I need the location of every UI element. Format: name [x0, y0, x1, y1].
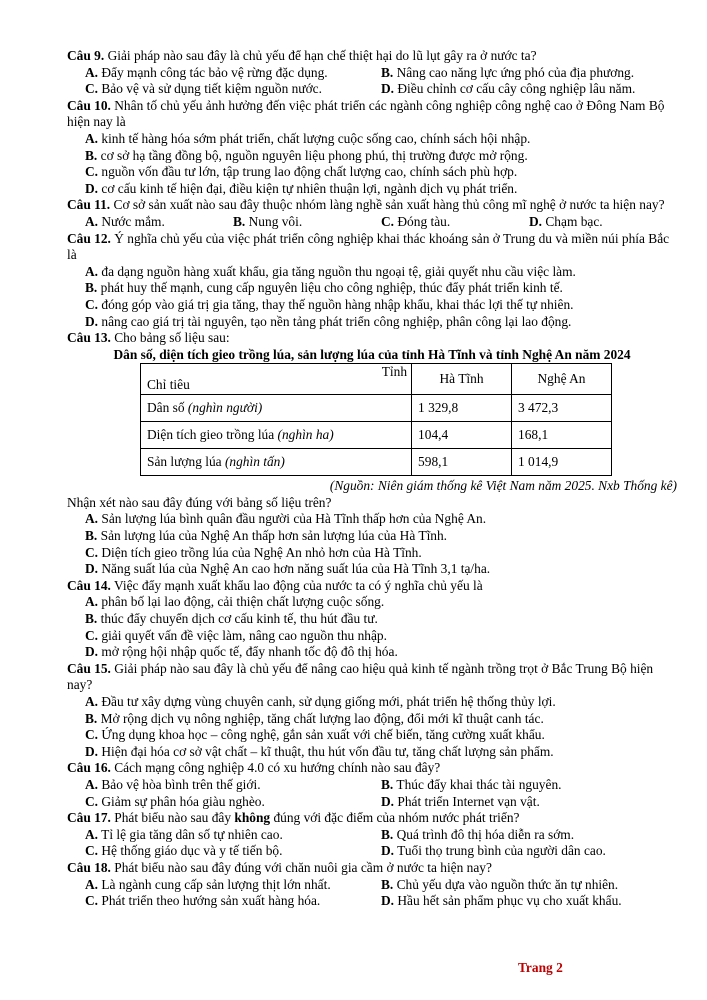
option-d[interactable]: D. Phát triển Internet vạn vật. — [381, 793, 540, 809]
question-stem: Giải pháp nào sau đây là chủ yếu để nâng cao hiệu quả kinh tế ngành trồng trọt ở Bắc Trung Bộ hiện nay? — [67, 660, 654, 693]
option-a[interactable]: A. đa dạng nguồn hàng xuất khẩu, gia tăng nguồn thu ngoại tệ, giải quyết nhu cầu việc làm. — [85, 263, 576, 279]
option-a[interactable]: A. Tỉ lệ gia tăng dân số tự nhiên cao. — [85, 826, 283, 842]
question-stem: Ý nghĩa chủ yếu của việc phát triển công nghiệp khai thác khoáng sản ở Trung du và miền núi phía Bắc là — [67, 230, 670, 263]
option-a[interactable]: A. kinh tế hàng hóa sớm phát triển, chất lượng cuộc sống cao, chính sách hội nhập. — [85, 130, 531, 146]
option-a[interactable]: A. Đầu tư xây dựng vùng chuyên canh, sử dụng giống mới, phát triển hệ thống thủy lợi. — [85, 694, 556, 709]
table-cell: 104,4 — [412, 422, 512, 449]
question-label: Câu 17. — [67, 810, 111, 826]
corner-bottom-label: Chỉ tiêu — [147, 376, 190, 392]
question-stem: Giải pháp nào sau đây là chủ yếu để hạn chế thiệt hại do lũ lụt gây ra ở nước ta? — [104, 48, 537, 63]
option-d[interactable]: D. Tuổi thọ trung bình của người dân cao. — [381, 843, 606, 859]
row-label: Diện tích gieo trồng lúa (nghìn ha) — [141, 422, 412, 449]
option-d[interactable]: D. cơ cấu kinh tế hiện đại, điều kiện tự nhiên thuận lợi, ngành dịch vụ phát triển. — [85, 180, 518, 196]
option-a[interactable]: A. Đẩy mạnh công tác bảo vệ rừng đặc dụng. — [85, 64, 328, 80]
options-row — [67, 81, 677, 98]
option-c[interactable]: C. Diện tích gieo trồng lúa của Nghệ An nhỏ hơn của Hà Tĩnh. — [85, 544, 422, 560]
question-label: Câu 16. — [67, 760, 111, 776]
option-c[interactable]: C. đóng góp vào giá trị gia tăng, thay thế nguồn hàng nhập khẩu, khai thác lợi thế tự nhiên. — [85, 296, 574, 312]
option-d[interactable]: D. nâng cao giá trị tài nguyên, tạo nền tảng phát triển công nghiệp, phân công lại lao động. — [85, 313, 572, 329]
question-stem: Phát biểu nào sau đây — [110, 810, 235, 826]
question-label: Câu 10. — [67, 97, 111, 113]
table-row — [141, 395, 612, 422]
row-label: Dân số (nghìn người) — [141, 395, 412, 422]
table-cell: 1 014,9 — [512, 449, 612, 476]
question-18 — [67, 860, 677, 877]
question-stem: Cách mạng công nghiệp 4.0 có xu hướng chính nào sau đây? — [110, 760, 441, 776]
option-d[interactable]: D. mở rộng hội nhập quốc tế, đẩy nhanh tốc độ đô thị hóa. — [85, 644, 398, 660]
table-row — [141, 449, 612, 476]
row-label: Sản lượng lúa (nghìn tấn) — [141, 449, 412, 476]
option-b[interactable]: B. Chủ yếu dựa vào nguồn thức ăn tự nhiên. — [381, 876, 619, 892]
question-10 — [67, 98, 677, 131]
options-row — [67, 65, 677, 82]
option-c[interactable]: C. Phát triển theo hướng sản xuất hàng hóa. — [85, 893, 321, 909]
option-d[interactable]: D. Năng suất lúa của Nghệ An cao hơn năng suất lúa của Hà Tĩnh 3,1 tạ/ha. — [85, 561, 491, 577]
option-b[interactable]: B. thúc đẩy chuyển dịch cơ cấu kinh tế, thu hút đầu tư. — [85, 611, 378, 627]
option-c[interactable]: C. nguồn vốn đầu tư lớn, tập trung lao động chất lượng cao, chính sách phù hợp. — [85, 164, 518, 180]
question-stem: Phát biểu nào sau đây đúng với chăn nuôi gia cầm ở nước ta hiện nay? — [110, 859, 492, 875]
table-cell: 598,1 — [412, 449, 512, 476]
question-label: Câu 9. — [67, 48, 105, 63]
question-list — [67, 48, 677, 910]
question-label: Câu 12. — [67, 230, 111, 246]
option-b[interactable]: B. Nâng cao năng lực ứng phó của địa phương. — [381, 64, 635, 80]
column-header: Hà Tĩnh — [412, 364, 512, 395]
negation-word: không — [234, 810, 271, 826]
option-a[interactable]: A. phân bố lại lao động, cải thiện chất lượng cuộc sống. — [85, 594, 385, 610]
options-row — [67, 794, 677, 811]
table-cell: 3 472,3 — [512, 395, 612, 422]
option-b[interactable]: B. Nung vôi. — [233, 213, 303, 229]
table-cell: 168,1 — [512, 422, 612, 449]
question-12 — [67, 231, 677, 264]
option-c[interactable]: C. Đóng tàu. — [381, 213, 451, 229]
option-c[interactable]: C. Hệ thống giáo dục và y tế tiến bộ. — [85, 843, 283, 859]
page-number: Trang 2 — [518, 960, 563, 975]
question-label: Câu 11. — [67, 197, 111, 213]
question-stem: Cho bảng số liệu sau: — [110, 330, 230, 346]
question-13 — [67, 330, 677, 347]
option-c[interactable]: C. Giảm sự phân hóa giàu nghèo. — [85, 793, 265, 809]
option-a[interactable]: A. Là ngành cung cấp sản lượng thịt lớn nhất. — [85, 876, 331, 892]
question-label: Câu 15. — [67, 660, 111, 676]
question-prompt: Nhận xét nào sau đây đúng với bảng số liệu trên? — [67, 494, 332, 510]
option-a[interactable]: A. Nước mắm. — [85, 213, 165, 229]
options-row — [67, 777, 677, 794]
option-b[interactable]: B. cơ sở hạ tầng đồng bộ, nguồn nguyên liệu phong phú, thị trường được mở rộng. — [85, 147, 528, 163]
question-14 — [67, 578, 677, 595]
question-stem: Cơ sở sản xuất nào sau đây thuộc nhóm làng nghề sản xuất hàng thủ công mĩ nghệ ở nước ta hiện nay? — [110, 197, 665, 213]
option-d[interactable]: D. Điều chỉnh cơ cấu cây công nghiệp lâu năm. — [381, 81, 636, 97]
question-15 — [67, 661, 677, 694]
option-d[interactable]: D. Hiện đại hóa cơ sở vật chất – kĩ thuật, thu hút vốn đầu tư, tăng chất lượng sản phẩm. — [85, 743, 554, 759]
table-corner-cell — [141, 364, 412, 395]
option-b[interactable]: B. Sản lượng lúa của Nghệ An thấp hơn sản lượng lúa của Hà Tĩnh. — [85, 528, 448, 544]
option-a[interactable]: A. Bảo vệ hòa bình trên thế giới. — [85, 776, 261, 792]
option-c[interactable]: C. giải quyết vấn đề việc làm, nâng cao nguồn thu nhập. — [85, 627, 387, 643]
question-label: Câu 14. — [67, 577, 111, 593]
question-stem: Nhân tố chủ yếu ảnh hưởng đến việc phát triển các ngành công nghiệp công nghệ cao ở Đông Nam Bộ hiện nay là — [67, 97, 665, 130]
question-16 — [67, 760, 677, 777]
table-row — [141, 422, 612, 449]
table-cell: 1 329,8 — [412, 395, 512, 422]
option-b[interactable]: B. Quá trình đô thị hóa diễn ra sớm. — [381, 826, 575, 842]
question-11 — [67, 197, 677, 214]
option-b[interactable]: B. Mở rộng dịch vụ nông nghiệp, tăng chất lượng lao động, đổi mới kĩ thuật canh tác. — [85, 710, 544, 726]
question-label: Câu 13. — [67, 330, 111, 346]
option-b[interactable]: B. phát huy thế mạnh, cung cấp nguyên liệu cho công nghiệp, thúc đẩy phát triển kinh tế. — [85, 280, 563, 296]
question-stem-end: đúng với đặc điểm của nhóm nước phát triển? — [270, 810, 520, 826]
table-source: (Nguồn: Niên giám thống kê Việt Nam năm 2025. Nxb Thống kê) — [329, 478, 677, 494]
option-d[interactable]: D. Chạm bạc. — [529, 213, 603, 229]
question-label: Câu 18. — [67, 859, 111, 875]
option-b[interactable]: B. Thúc đẩy khai thác tài nguyên. — [381, 776, 562, 792]
option-d[interactable]: D. Hầu hết sản phẩm phục vụ cho xuất khẩu. — [381, 893, 622, 909]
options-row — [67, 843, 677, 860]
options-row — [67, 893, 677, 910]
data-table — [140, 363, 612, 476]
corner-top-label: Tỉnh — [381, 364, 408, 380]
question-stem: Việc đẩy mạnh xuất khẩu lao động của nước ta có ý nghĩa chủ yếu là — [110, 577, 483, 593]
option-a[interactable]: A. Sản lượng lúa bình quân đầu người của Hà Tĩnh thấp hơn của Nghệ An. — [85, 511, 487, 527]
options-row — [67, 214, 677, 231]
option-c[interactable]: C. Ứng dụng khoa học – công nghệ, gắn sản xuất với chế biến, tăng cường xuất khẩu. — [85, 727, 545, 743]
option-c[interactable]: C. Bảo vệ và sử dụng tiết kiệm nguồn nước. — [85, 81, 322, 97]
options-row — [67, 877, 677, 894]
question-9 — [67, 48, 677, 65]
column-header: Nghệ An — [512, 364, 612, 395]
table-title: Dân số, diện tích gieo trồng lúa, sản lượng lúa của tỉnh Hà Tĩnh và tỉnh Nghệ An năm 2024 — [113, 346, 631, 362]
options-row — [67, 827, 677, 844]
question-17 — [67, 810, 677, 827]
